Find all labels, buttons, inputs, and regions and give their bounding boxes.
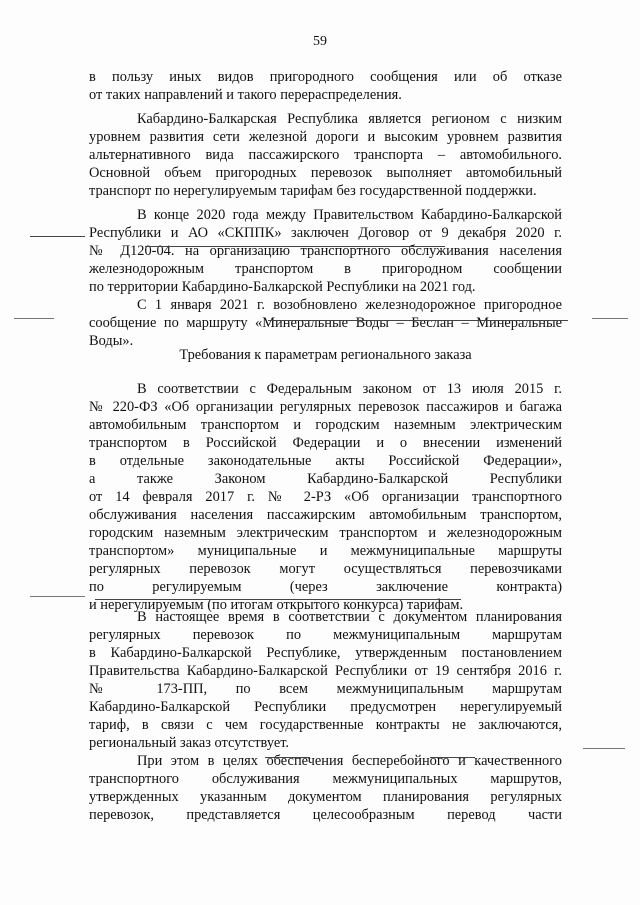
text-line: утвержденных указанным документом планирования регулярных (89, 789, 562, 805)
text-line: регулярных перевозок могут осуществляться перевозчиками (89, 561, 562, 577)
text-line: Основной объем пригородных перевозок выполняет автомобильный (89, 165, 562, 181)
text-line: транспортного обслуживания межмуниципальных маршрутов, (89, 771, 562, 787)
text-line: региональный заказ отсутствует. (89, 735, 290, 751)
text-line: Кабардино-Балкарской Республики предусмотрен нерегулируемый (89, 699, 562, 715)
text-line: сообщение по маршруту «Минеральные Воды – Беслан – Минеральные (89, 315, 562, 331)
text-line: обслуживания населения пассажирским автомобильным транспортом, (89, 507, 562, 523)
text-line: транспортом в Российской Федерации и о внесении изменений (89, 435, 562, 451)
text-line: от 14 февраля 2017 г. № 2-РЗ «Об организации транспортного (89, 489, 562, 505)
text-line: При этом в целях обеспечения бесперебойного и качественного (137, 753, 562, 769)
text-line: Кабардино-Балкарская Республика является регионом с низким (137, 111, 562, 127)
strikethrough-artifact (95, 599, 461, 600)
page-number: 59 (313, 34, 327, 49)
text-line: от таких направлений и такого перераспределения. (89, 87, 402, 103)
text-line: регулярных перевозок по межмуниципальным маршрутам (89, 627, 562, 643)
text-line: в пользу иных видов пригородного сообщения или об отказе (89, 69, 562, 85)
text-line: в отдельные законодательные акты Российской Федерации», (89, 453, 562, 469)
text-line: перевозок, представляется целесообразным перевод части (89, 807, 562, 823)
text-line: а также Законом Кабардино-Балкарской Республики (89, 471, 562, 487)
text-line: по территории Кабардино-Балкарской Республики на 2021 год. (89, 279, 476, 295)
text-line: транспортом» муниципальные и межмуниципальные маршруты (89, 543, 562, 559)
strikethrough-artifact (268, 320, 568, 321)
text-line: по регулируемым (через заключение контракта) (89, 579, 562, 595)
text-line: № 220-ФЗ «Об организации регулярных перевозок пассажиров и багажа (89, 399, 562, 415)
text-line: № 173-ПП, по всем межмуниципальным маршрутам (89, 681, 562, 697)
scan-artifact-line (14, 318, 54, 319)
text-line: альтернативного вида пассажирского транспорта – автомобильного. (89, 147, 562, 163)
text-line: тариф, в связи с чем государственные контракты не заключаются, (89, 717, 562, 733)
strikethrough-artifact (430, 757, 475, 758)
text-line: В настоящее время в соответствии с документом планирования (137, 609, 562, 625)
text-line: Правительства Кабардино-Балкарской Республики от 19 сентября 2016 г. (89, 663, 562, 679)
scan-artifact-line (592, 318, 628, 319)
strikethrough-artifact (145, 246, 445, 247)
section-heading: Требования к параметрам регионального заказа (179, 347, 472, 363)
text-line: С 1 января 2021 г. возобновлено железнодорожное пригородное (137, 297, 562, 313)
scan-artifact-line (30, 236, 85, 237)
text-line: транспорт по нерегулируемым тарифам без государственной поддержки. (89, 183, 537, 199)
text-line: уровнем развития сети железной дороги и высоким уровнем развития (89, 129, 562, 145)
text-line: городским наземным электрическим транспортом и железнодорожным (89, 525, 562, 541)
text-line: железнодорожным транспортом в пригородном сообщении (89, 261, 562, 277)
scan-artifact-line (30, 596, 85, 597)
text-line: Воды». (89, 333, 134, 349)
text-line: В конце 2020 года между Правительством Кабардино-Балкарской (137, 207, 562, 223)
text-line: и нерегулируемым (по итогам открытого конкурса) тарифам. (89, 597, 464, 613)
strikethrough-artifact (265, 757, 310, 758)
text-line: Республики и АО «СКППК» заключен Договор от 9 декабря 2020 г. (89, 225, 562, 241)
text-line: В соответствии с Федеральным законом от 13 июля 2015 г. (137, 381, 562, 397)
text-line: № Д120-04. на организацию транспортного обслуживания населения (89, 243, 562, 259)
text-line: в Кабардино-Балкарской Республике, утвержденным постановлением (89, 645, 562, 661)
scan-artifact-line (583, 748, 625, 749)
text-line: автомобильным транспортом и городским наземным электрическим (89, 417, 562, 433)
